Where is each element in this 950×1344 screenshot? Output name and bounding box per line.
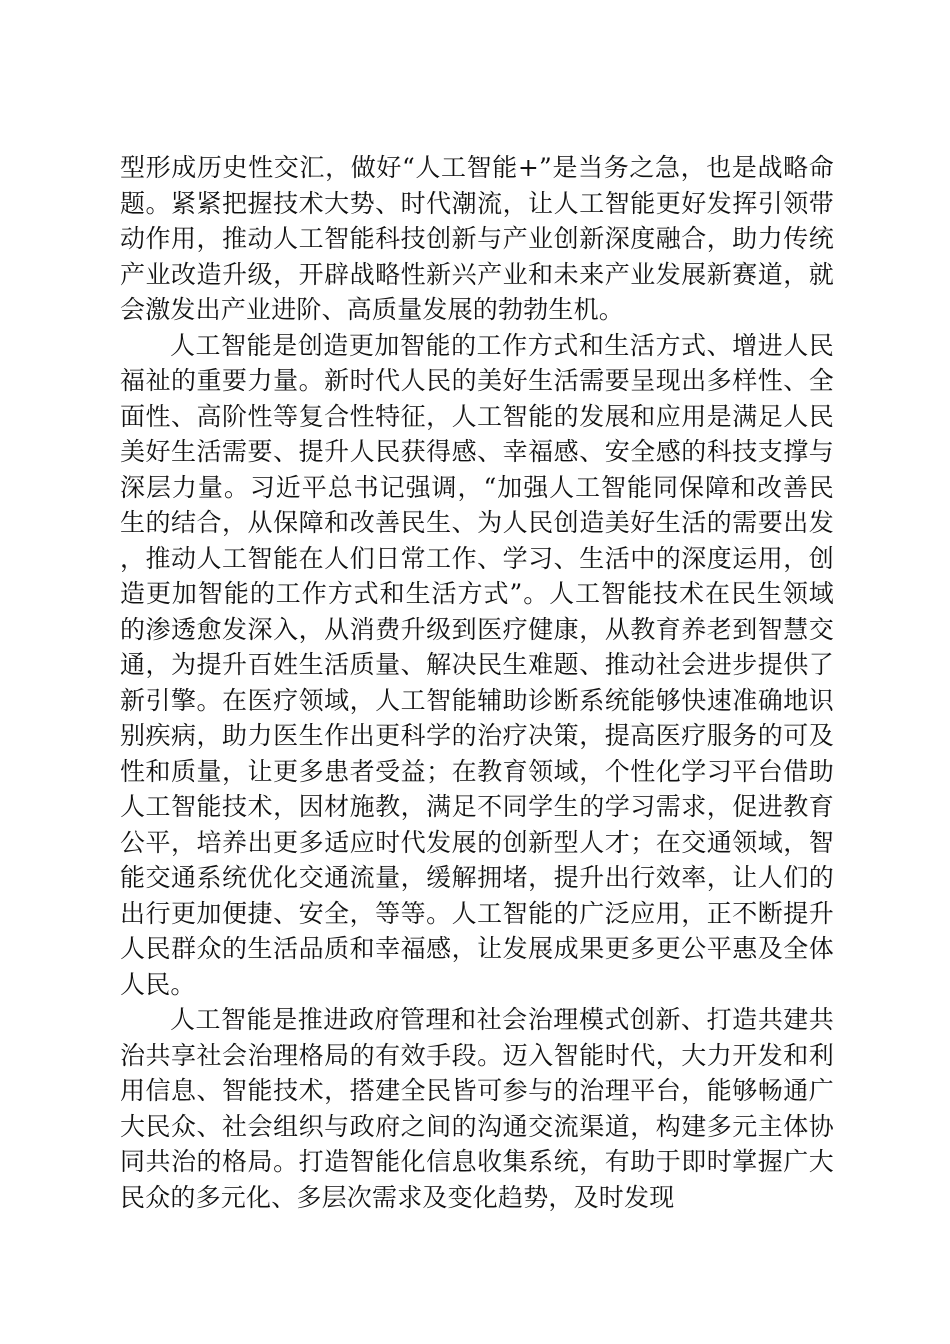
- paragraph-1: 型形成历史性交汇，做好“人工智能+”是当务之急，也是战略命题。紧紧把握技术大势、时代潮流，让人工智能更好发挥引领带动作用，推动人工智能科技创新与产业创新深度融合，助力传统产业改造升级，开辟战略性新兴产业和未来产业发展新赛道，就会激发出产业进阶、高质量发展的勃勃生机。: [120, 153, 834, 324]
- paragraph-2: 人工智能是创造更加智能的工作方式和生活方式、增进人民福祉的重要力量。新时代人民的美好生活需要呈现出多样性、全面性、高阶性等复合性特征，人工智能的发展和应用是满足人民美好生活需要、提升人民获得感、幸福感、安全感的科技支撑与深层力量。习近平总书记强调，“加强人工智能同保障和改善民生的结合，从保障和改善民生、为人民创造美好生活的需要出发，推动人工智能在人们日常工作、学习、生活中的深度运用，创造更加智能的工作方式和生活方式”。人工智能技术在民生领域的渗透愈发深入，从消费升级到医疗健康，从教育养老到智慧交通，为提升百姓生活质量、解决民生难题、推动社会进步提供了新引擎。在医疗领域，人工智能辅助诊断系统能够快速准确地识别疾病，助力医生作出更科学的治疗决策，提高医疗服务的可及性和质量，让更多患者受益；在教育领域，个性化学习平台借助人工智能技术，因材施教，满足不同学生的学习需求，促进教育公平，培养出更多适应时代发展的创新型人才；在交通领域，智能交通系统优化交通流量，缓解拥堵，提升出行效率，让人们的出行更加便捷、安全，等等。人工智能的广泛应用，正不断提升人民群众的生活品质和幸福感，让发展成果更多更公平惠及全体人民。: [120, 330, 834, 999]
- paragraph-3: 人工智能是推进政府管理和社会治理模式创新、打造共建共治共享社会治理格局的有效手段。迈入智能时代，大力开发和利用信息、智能技术，搭建全民皆可参与的治理平台，能够畅通广大民众、社会组织与政府之间的沟通交流渠道，构建多元主体协同共治的格局。打造智能化信息收集系统，有助于即时掌握广大民众的多元化、多层次需求及变化趋势，及时发现: [120, 1005, 834, 1212]
- document-body: [120, 150, 834, 1215]
